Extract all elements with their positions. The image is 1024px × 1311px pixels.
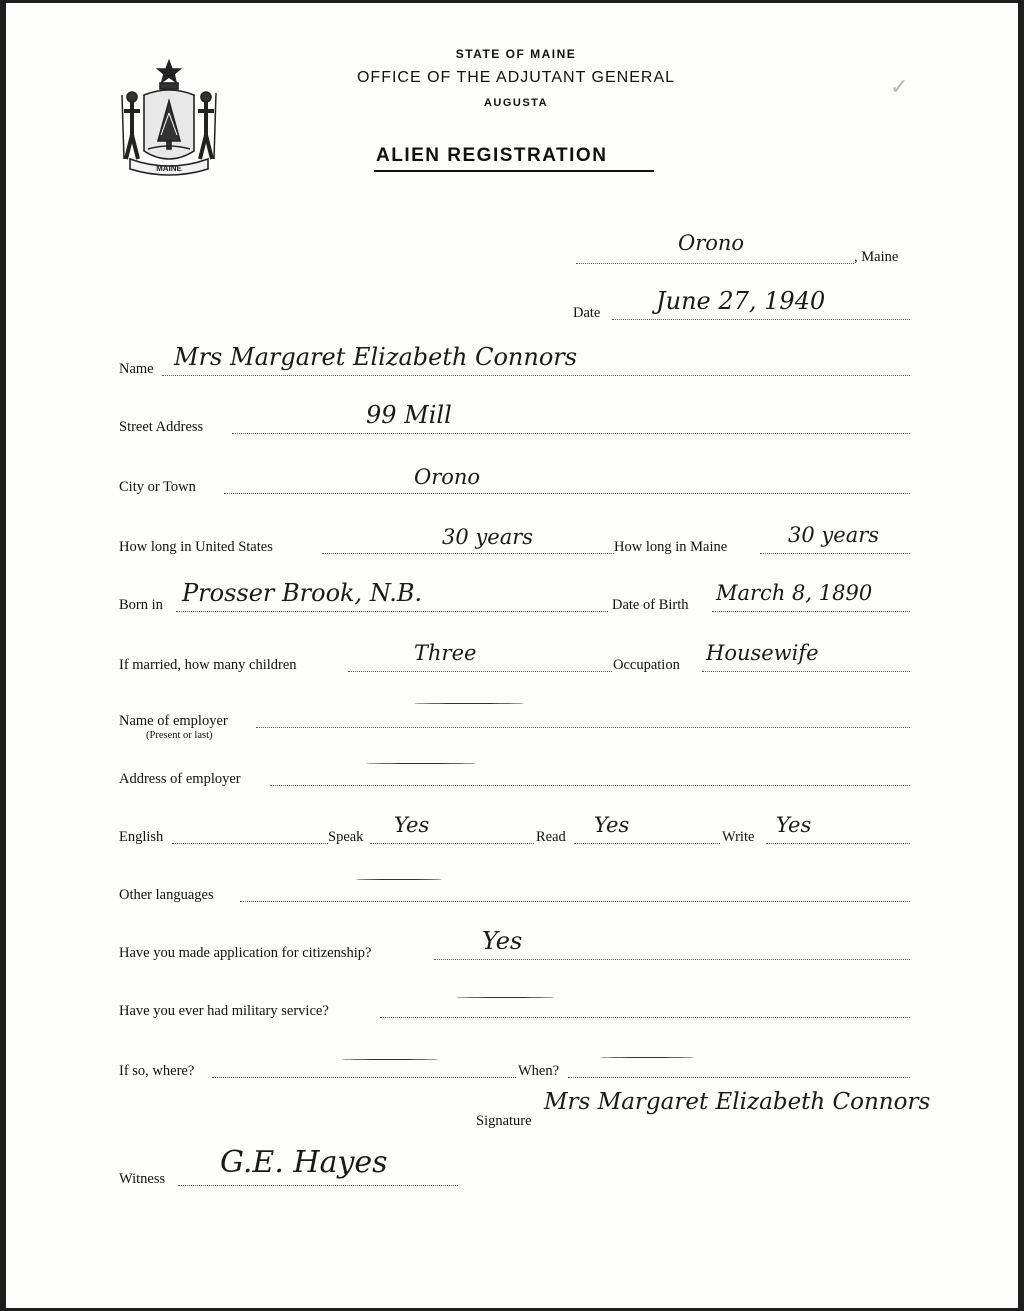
read-label: Read xyxy=(536,829,566,845)
write-label: Write xyxy=(722,829,755,845)
witness-label: Witness xyxy=(119,1171,166,1187)
how-long-maine-label: How long in Maine xyxy=(614,539,728,555)
header-city: AUGUSTA xyxy=(483,97,549,109)
header-state: STATE OF MAINE xyxy=(455,47,577,61)
born-in-value: Prosser Brook, N.B. xyxy=(182,579,423,607)
occupation-value: Housewife xyxy=(706,641,819,665)
city-line xyxy=(224,493,910,494)
blank-dash-mark xyxy=(600,1057,694,1058)
signature-label: Signature xyxy=(476,1113,532,1129)
city-value: Orono xyxy=(414,465,481,489)
how-long-us-line xyxy=(322,553,614,554)
if-so-where-line xyxy=(212,1077,516,1078)
employer-name-line xyxy=(256,727,910,728)
citizenship-line xyxy=(434,959,910,960)
date-of-birth-value: March 8, 1890 xyxy=(716,581,873,605)
state-of-maine-seal-icon xyxy=(114,55,224,183)
name-value: Mrs Margaret Elizabeth Connors xyxy=(174,343,578,371)
citizenship-value: Yes xyxy=(482,927,523,955)
date-of-birth-line xyxy=(712,611,910,612)
born-in-line xyxy=(176,611,608,612)
employer-address-line xyxy=(270,785,910,786)
header-office: OFFICE OF THE ADJUTANT GENERAL xyxy=(356,69,676,86)
street-address-label: Street Address xyxy=(119,419,204,435)
born-in-label: Born in xyxy=(119,597,163,613)
english-label: English xyxy=(119,829,164,845)
other-languages-label: Other languages xyxy=(119,887,214,903)
write-value: Yes xyxy=(776,813,812,837)
read-value: Yes xyxy=(594,813,630,837)
employer-address-label: Address of employer xyxy=(119,771,241,787)
blank-dash-mark xyxy=(356,879,442,880)
street-address-line xyxy=(232,433,910,434)
how-long-maine-line xyxy=(760,553,910,554)
signature-value: Mrs Margaret Elizabeth Connors xyxy=(544,1089,931,1115)
title-underline xyxy=(374,170,654,172)
read-line xyxy=(574,843,720,844)
date-label: Date xyxy=(573,305,601,321)
check-mark-icon: ✓ xyxy=(890,75,909,100)
when-line xyxy=(568,1077,910,1078)
speak-value: Yes xyxy=(394,813,430,837)
how-long-maine-value: 30 years xyxy=(788,523,880,547)
occupation-line xyxy=(702,671,910,672)
how-long-us-value: 30 years xyxy=(442,525,534,549)
date-of-birth-label: Date of Birth xyxy=(612,597,689,613)
when-label: When? xyxy=(518,1063,560,1079)
citizenship-label: Have you made application for citizenship? xyxy=(119,945,372,961)
location-value: Orono xyxy=(678,231,745,255)
name-line xyxy=(162,375,910,376)
if-so-where-label: If so, where? xyxy=(119,1063,195,1079)
how-long-us-label: How long in United States xyxy=(119,539,273,555)
witness-signature: G.E. Hayes xyxy=(220,1145,388,1180)
employer-name-label: Name of employer xyxy=(119,713,228,729)
employer-name-sublabel: (Present or last) xyxy=(146,730,213,741)
blank-dash-mark xyxy=(366,763,476,764)
children-line xyxy=(348,671,612,672)
location-label: , Maine xyxy=(854,249,899,265)
form-title: ALIEN REGISTRATION xyxy=(376,145,608,166)
date-value: June 27, 1940 xyxy=(656,287,826,315)
other-languages-line xyxy=(240,901,910,902)
military-line xyxy=(380,1017,910,1018)
street-address-value: 99 Mill xyxy=(366,401,452,429)
occupation-label: Occupation xyxy=(613,657,680,673)
speak-line xyxy=(370,843,534,844)
speak-label: Speak xyxy=(328,829,364,845)
blank-dash-mark xyxy=(414,703,524,704)
city-label: City or Town xyxy=(119,479,196,495)
english-line xyxy=(172,843,328,844)
blank-dash-mark xyxy=(456,997,554,998)
witness-line xyxy=(178,1185,458,1186)
seal-banner-text: MAINE xyxy=(156,164,182,173)
date-line xyxy=(612,319,910,320)
military-label: Have you ever had military service? xyxy=(119,1003,329,1019)
name-label: Name xyxy=(119,361,154,377)
children-value: Three xyxy=(414,641,477,665)
location-line xyxy=(576,263,854,264)
children-label: If married, how many children xyxy=(119,657,297,673)
write-line xyxy=(766,843,910,844)
blank-dash-mark xyxy=(342,1059,438,1060)
